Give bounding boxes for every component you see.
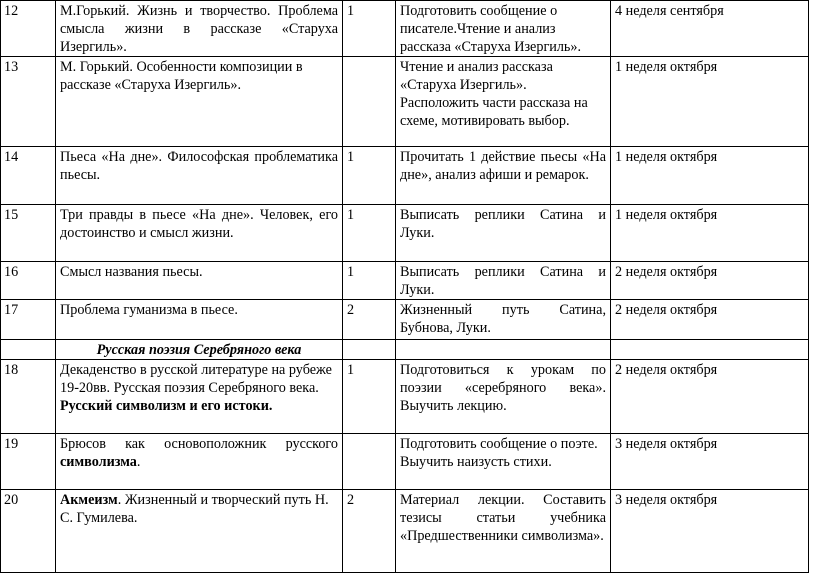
lesson-topic-bold: символизма <box>60 454 137 470</box>
table-row <box>1 262 809 300</box>
lesson-topic: Смысл названия пьесы. <box>56 262 343 300</box>
lesson-date: 1 неделя октября <box>611 147 809 205</box>
lesson-hours: 1 <box>343 147 396 205</box>
lesson-number: 18 <box>1 360 56 434</box>
lesson-topic <box>56 490 343 573</box>
lesson-task: Материал лекции. Составить тезисы статьи учебника «Предшественники символизма». <box>396 490 611 573</box>
lesson-number: 13 <box>1 57 56 147</box>
lesson-topic: Три правды в пьесе «На дне». Человек, его достоинство и смысл жизни. <box>56 205 343 262</box>
table-row <box>1 205 809 262</box>
lesson-task: Прочитать 1 действие пьесы «На дне», анализ афиши и ремарок. <box>396 147 611 205</box>
lesson-date: 3 неделя октября <box>611 490 809 573</box>
table-row <box>1 360 809 434</box>
lesson-number: 16 <box>1 262 56 300</box>
lesson-task: Жизненный путь Сатина, Бубнова, Луки. <box>396 300 611 340</box>
lesson-number: 17 <box>1 300 56 340</box>
lesson-date: 1 неделя октября <box>611 205 809 262</box>
lesson-topic: Проблема гуманизма в пьесе. <box>56 300 343 340</box>
section-title: Русская поэзия Серебряного века <box>56 340 343 360</box>
lesson-topic <box>56 434 343 490</box>
lesson-hours <box>343 57 396 147</box>
lesson-topic: М.Горький. Жизнь и творчество. Проблема смысла жизни в рассказе «Старуха Изергиль». <box>56 1 343 57</box>
lesson-hours <box>343 434 396 490</box>
lesson-topic-text: Брюсов как основоположник русского <box>60 436 338 452</box>
lesson-task: Подготовить сообщение о поэте. Выучить наизусть стихи. <box>396 434 611 490</box>
lesson-hours: 2 <box>343 490 396 573</box>
section-number-cell <box>1 340 56 360</box>
lesson-topic-bold: Русский символизм и его истоки. <box>60 398 273 414</box>
lesson-date: 4 неделя сентября <box>611 1 809 57</box>
lesson-number: 20 <box>1 490 56 573</box>
lesson-number: 15 <box>1 205 56 262</box>
lesson-date: 1 неделя октября <box>611 57 809 147</box>
lesson-date: 2 неделя октября <box>611 262 809 300</box>
lesson-topic <box>56 360 343 434</box>
lesson-topic-bold: Акмеизм <box>60 492 118 508</box>
lesson-topic-text: . Жизненный и творческий путь Н. С. Гумилева. <box>60 492 329 526</box>
lesson-topic-text: . <box>136 454 141 470</box>
section-row <box>1 340 809 360</box>
lesson-topic: Пьеса «На дне». Философская проблематика пьесы. <box>56 147 343 205</box>
table-row <box>1 147 809 205</box>
lesson-task: Чтение и анализ рассказа «Старуха Изергиль». Расположить части рассказа на схеме, мотивировать выбор. <box>396 57 611 147</box>
lesson-hours: 2 <box>343 300 396 340</box>
lesson-hours: 1 <box>343 360 396 434</box>
lesson-task: Подготовить сообщение о писателе.Чтение и анализ рассказа «Старуха Изергиль». <box>396 1 611 57</box>
lesson-hours: 1 <box>343 262 396 300</box>
section-empty-cell <box>396 340 611 360</box>
section-empty-cell <box>611 340 809 360</box>
table-row <box>1 434 809 490</box>
lesson-hours: 1 <box>343 1 396 57</box>
lesson-date: 3 неделя октября <box>611 434 809 490</box>
lesson-task: Выписать реплики Сатина и Луки. <box>396 205 611 262</box>
lesson-hours: 1 <box>343 205 396 262</box>
table-row <box>1 490 809 573</box>
lesson-topic: М. Горький. Особенности композиции в рассказе «Старуха Изергиль». <box>56 57 343 147</box>
lesson-number: 19 <box>1 434 56 490</box>
table-row <box>1 1 809 57</box>
table-row <box>1 57 809 147</box>
lesson-number: 12 <box>1 1 56 57</box>
lesson-date: 2 неделя октября <box>611 300 809 340</box>
section-empty-cell <box>343 340 396 360</box>
lesson-date: 2 неделя октября <box>611 360 809 434</box>
table-row <box>1 300 809 340</box>
lesson-task: Выписать реплики Сатина и Луки. <box>396 262 611 300</box>
lesson-task: Подготовиться к урокам по поэзии «серебряного века». Выучить лекцию. <box>396 360 611 434</box>
lesson-topic-text: Декаденство в русской литературе на рубеже 19-20вв. Русская поэзия Серебряного века. <box>60 362 332 396</box>
lesson-number: 14 <box>1 147 56 205</box>
